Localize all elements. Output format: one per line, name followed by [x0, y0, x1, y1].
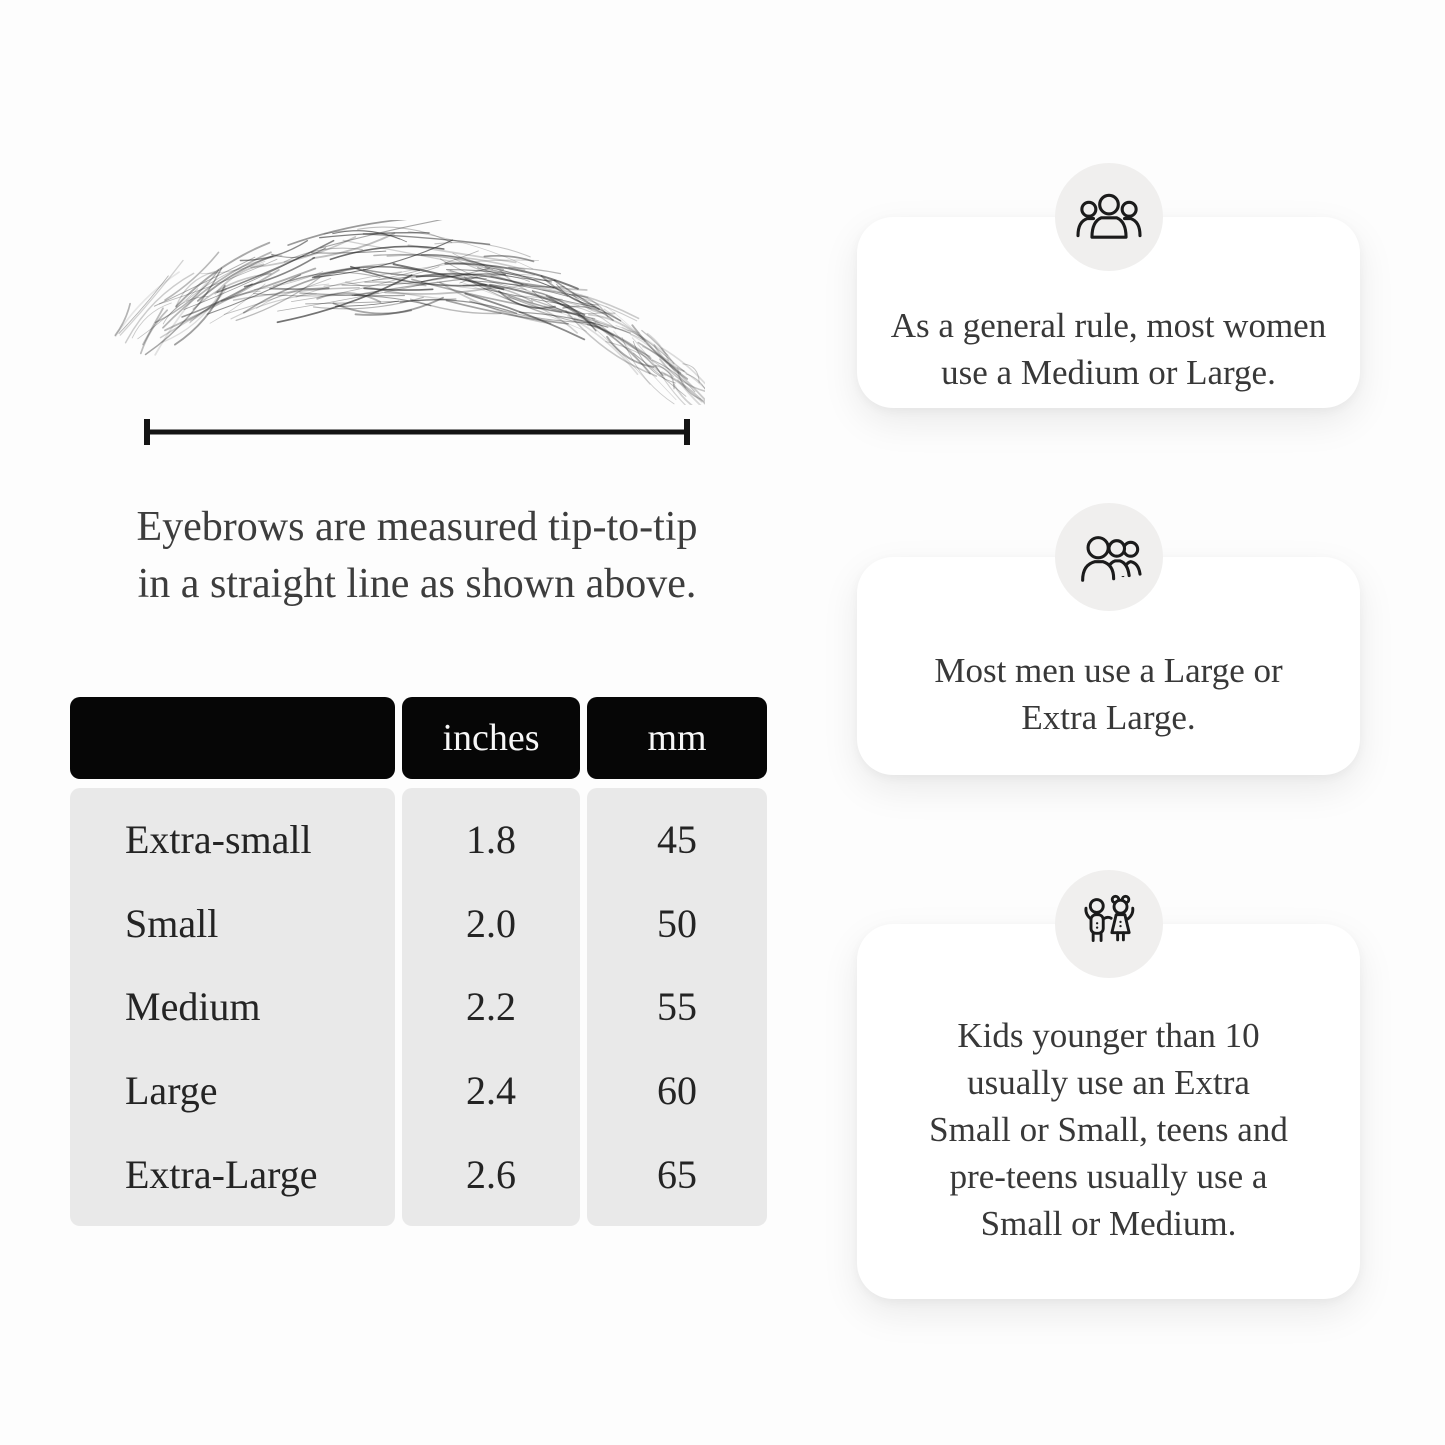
card-text — [857, 1012, 1360, 1247]
icon-circle — [1055, 503, 1163, 611]
card-text-line: Small or Medium. — [980, 1204, 1237, 1243]
inches-value: 2.0 — [466, 900, 516, 946]
mm-value: 60 — [657, 1068, 697, 1114]
header-cell-size — [70, 697, 395, 779]
card-text — [857, 647, 1360, 741]
card-text-line: usually use an Extra — [967, 1063, 1250, 1102]
info-card-men — [857, 557, 1360, 775]
card-text-line: Kids younger than 10 — [957, 1016, 1260, 1055]
inches-value: 2.2 — [466, 984, 516, 1030]
men-group-icon — [1070, 526, 1148, 588]
card-text-line: As a general rule, most women — [890, 306, 1327, 345]
card-text-line: Small or Small, teens and — [929, 1110, 1288, 1149]
inches-value: 1.8 — [466, 817, 516, 863]
card-text — [857, 302, 1360, 396]
inches-value: 2.6 — [466, 1151, 516, 1197]
card-text-line: Extra Large. — [1021, 698, 1196, 737]
table-row — [70, 816, 767, 863]
table-row — [70, 983, 767, 1030]
mm-value: 65 — [657, 1151, 697, 1197]
icon-circle — [1055, 870, 1163, 978]
info-card-women — [857, 217, 1360, 408]
size-label: Large — [125, 1068, 218, 1114]
mm-value: 50 — [657, 900, 697, 946]
inches-value: 2.4 — [466, 1068, 516, 1114]
caption-line: in a straight line as shown above. — [137, 561, 697, 607]
card-text-line: use a Medium or Large. — [941, 353, 1276, 392]
measurement-line — [143, 417, 691, 447]
card-text-line: pre-teens usually use a — [949, 1157, 1268, 1196]
eyebrow-illustration — [105, 220, 705, 405]
table-rows — [70, 788, 767, 1226]
caption-line: Eyebrows are measured tip-to-tip — [136, 504, 698, 550]
size-label: Extra-small — [125, 817, 312, 863]
size-label: Medium — [125, 984, 261, 1030]
table-row — [70, 1067, 767, 1114]
mm-value: 55 — [657, 984, 697, 1030]
header-cell-mm: mm — [587, 697, 767, 779]
size-label: Extra-Large — [125, 1151, 318, 1197]
card-text-line: Most men use a Large or — [934, 651, 1283, 690]
size-label: Small — [125, 900, 219, 946]
women-group-icon — [1070, 186, 1148, 248]
table-row — [70, 900, 767, 947]
table-row — [70, 1151, 767, 1198]
info-card-kids — [857, 924, 1360, 1299]
header-cell-inches: inches — [402, 697, 580, 779]
measurement-caption — [60, 499, 774, 613]
children-icon — [1073, 891, 1145, 957]
icon-circle — [1055, 163, 1163, 271]
mm-value: 45 — [657, 817, 697, 863]
